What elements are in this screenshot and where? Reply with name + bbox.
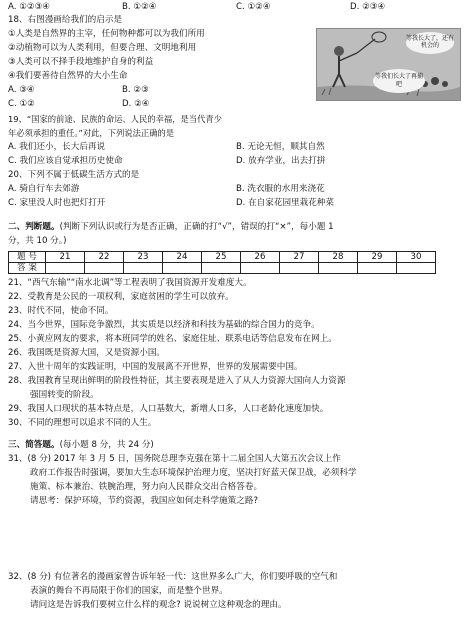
answer-table-number: 30 (397, 252, 436, 263)
q31-line1: 31、(8 分) 2017 年 3 月 5 日，国务院总理李克强在第十二届全国人大第五次会议上作 (8, 454, 341, 464)
q18-item-2: ②动植物可以为人类利用，但要合理、文明地利用 (8, 43, 197, 53)
answer-table-number: 26 (241, 252, 280, 263)
q19-stem-line2: 年必须承担的重任。”对此，下列说法正确的是 (8, 128, 175, 138)
q18-option-b: B. ②③ (122, 85, 149, 95)
answer-cell[interactable] (46, 263, 85, 274)
q18-option-d: D. ②④ (122, 99, 150, 109)
q31-line3: 施策、标本兼治、铁腕治理，努力向人民群众交出合格答卷。 (30, 482, 263, 492)
answer-cell[interactable] (397, 263, 436, 274)
answer-table-answer-label: 答 案 (9, 263, 46, 274)
q18-cartoon-image (316, 28, 461, 101)
q32-line1: 32、(8 分) 有位著名的漫画家曾告诉年轻一代：这世界多么广大，你们要呼吸的空气和 (8, 572, 338, 582)
section2-title: 二、判断题。 (8, 222, 60, 232)
section3-heading (8, 439, 154, 451)
judge-item-29: 29、我国人口现状的基本特点是，人口基数大，新增人口多，人口老龄化速度加快。 (8, 404, 329, 414)
judge-item-25: 25、小黄应网友的要求，将本班同学的姓名、家庭住址、联系电话等信息发布在网上。 (8, 334, 337, 344)
section3-title: 三、简答题。 (8, 440, 60, 450)
answer-table-header-row (9, 252, 436, 263)
answer-cell[interactable] (124, 263, 163, 274)
q20-option-d: D. 在自家花园里栽花种菜 (236, 198, 335, 208)
answer-table-number: 21 (46, 252, 85, 263)
q18-item-4: ④我们要善待自然界的大小生命 (8, 71, 128, 81)
q17-option-c: C. ①②④ (236, 2, 271, 12)
q18-option-c: C. ①② (8, 99, 35, 109)
judge-item-23: 23、时代不同，使命不同。 (8, 306, 114, 316)
answer-table-header-label: 题 号 (9, 252, 46, 263)
answer-cell[interactable] (280, 263, 319, 274)
section2-heading (8, 221, 334, 233)
q17-option-a: A. ①②③④ (8, 2, 51, 12)
q31-line4: 请思考：保护环境，节约资源，我国应如何走科学施策之路? (30, 496, 258, 506)
q20-option-c: C. 家里没人时也把灯打开 (8, 198, 106, 208)
answer-cell[interactable] (202, 263, 241, 274)
answer-table (8, 251, 436, 274)
q17-option-d: D. ②③④ (350, 2, 386, 12)
answer-table-number: 28 (319, 252, 358, 263)
answer-cell[interactable] (358, 263, 397, 274)
judge-item-28: 28、我国教育呈现出鲜明的阶段性特征，其主要表现是进入了从人力资源大国向人力资源 (8, 376, 346, 386)
q19-option-a: A. 我们还小，长大后再说 (8, 142, 106, 152)
answer-table-number: 24 (163, 252, 202, 263)
answer-table-number: 25 (202, 252, 241, 263)
answer-table-number: 22 (85, 252, 124, 263)
cartoon-speech-bubble-1: 等我长大了，还有机会的 (406, 32, 454, 54)
answer-table-number: 27 (280, 252, 319, 263)
q18-stem: 18、右图漫画给我们的启示是 (8, 15, 123, 25)
cartoon-speech-bubble-2: 等我们长大了再捕吧 (373, 69, 425, 93)
judge-item-30: 30、不同的理想可以追求不同的人生。 (8, 418, 157, 428)
q18-item-3: ③人类可以不择手段地维护自身的利益 (8, 57, 154, 67)
answer-cell[interactable] (85, 263, 124, 274)
q19-option-c: C. 我们应该自觉承担历史使命 (8, 156, 123, 166)
judge-item-28-cont: 强国转变的阶段。 (30, 390, 99, 400)
section2-instructions-line2: 分，共 10 分。) (8, 236, 67, 246)
q32-line2: 表演的舞台不再局限于你们的国家，而是整个世界。 (30, 586, 228, 596)
q31-line2: 政府工作报告时强调，要加大生态环境保护治理力度，坚决打好蓝天保卫战，必须科学 (30, 468, 357, 478)
q32-line3: 请问这是告诉我们要树立什么样的观念? 说说树立这种观念的理由。 (30, 600, 287, 610)
q19-stem-line1: 19、“国家的前途、民族的命运、人民的幸福，是当代青少 (8, 114, 222, 124)
q17-option-b: B. ①②④ (122, 2, 157, 12)
answer-table-answer-row (9, 263, 436, 274)
q20-option-a: A. 骑自行车去郊游 (8, 184, 80, 194)
section2-instructions: (判断下列认识或行为是否正确，正确的打“√”，错误的打“×”，每小题 1 (59, 222, 334, 232)
answer-cell[interactable] (163, 263, 202, 274)
answer-cell[interactable] (319, 263, 358, 274)
answer-table-number: 29 (358, 252, 397, 263)
judge-item-22: 22、受教育是公民的一项权利，家庭贫困的学生可以放弃。 (8, 292, 234, 302)
q18-item-1: ①人类是自然界的主宰，任何物种都可以为我们所用 (8, 29, 205, 39)
judge-item-24: 24、当今世界，国际竞争激烈，其实质是以经济和科技为基础的综合国力的竞争。 (8, 320, 320, 330)
judge-item-27: 27、入世十周年的实践证明，中国的发展离不开世界，世界的发展需要中国。 (8, 362, 303, 372)
judge-item-26: 26、我国既是资源大国，又是资源小国。 (8, 348, 166, 358)
answer-table-number: 23 (124, 252, 163, 263)
q20-option-b: B. 洗衣服的水用来浇花 (236, 184, 325, 194)
q18-option-a: A. ③④ (8, 85, 35, 95)
answer-cell[interactable] (241, 263, 280, 274)
q19-option-b: B. 无论无恒，顺其自然 (236, 142, 325, 152)
q20-stem: 20、下列不属于低碳生活方式的是 (8, 170, 140, 180)
q19-option-d: D. 放弃学业，出去打拼 (236, 156, 326, 166)
section3-instructions: (每小题 8 分，共 24 分) (59, 440, 154, 450)
judge-item-21: 21、“西气东输”“南水北调”等工程表明了我国资源开发难度大。 (8, 278, 252, 288)
